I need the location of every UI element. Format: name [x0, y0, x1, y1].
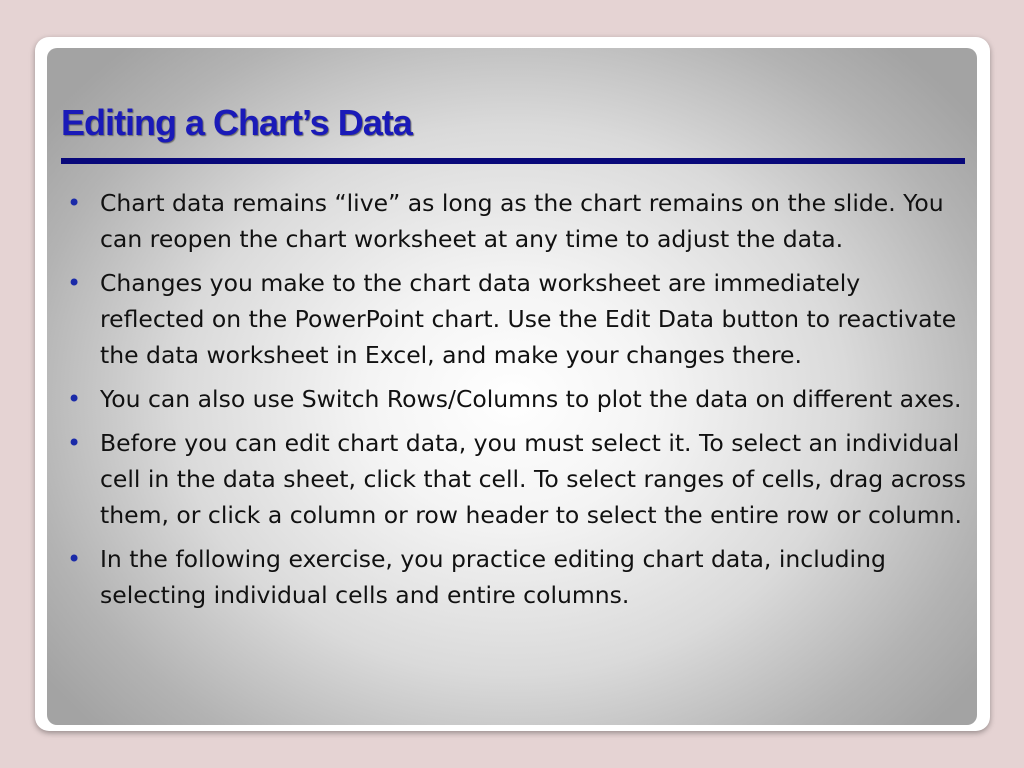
bullet-item [61, 541, 966, 613]
bullet-item [61, 265, 966, 373]
bullet-item [61, 185, 966, 257]
bullet-text: Changes you make to the chart data worksheet are immediately reflected on the PowerPoint chart. Use the Edit Data button to reactivate the data worksheet in Excel, and make your changes there. [100, 269, 957, 369]
bullet-text: Before you can edit chart data, you must select it. To select an individual cell in the data sheet, click that cell. To select ranges of cells, drag across them, or click a column or row header to select the entire row or column. [100, 429, 966, 529]
bullet-icon: • [67, 189, 82, 217]
bullet-list [61, 185, 966, 621]
bullet-item [61, 381, 966, 417]
title-underline [61, 158, 965, 164]
bullet-item [61, 425, 966, 533]
bullet-text: You can also use Switch Rows/Columns to plot the data on different axes. [100, 385, 962, 413]
slide [47, 48, 977, 725]
bullet-text: Chart data remains “live” as long as the chart remains on the slide. You can reopen the chart worksheet at any time to adjust the data. [100, 189, 944, 253]
bullet-icon: • [67, 385, 82, 413]
bullet-icon: • [67, 269, 82, 297]
bullet-icon: • [67, 545, 82, 573]
bullet-icon: • [67, 429, 82, 457]
bullet-text: In the following exercise, you practice editing chart data, including selecting individual cells and entire columns. [100, 545, 886, 609]
slide-title: Editing a Chart’s Data [61, 102, 412, 143]
